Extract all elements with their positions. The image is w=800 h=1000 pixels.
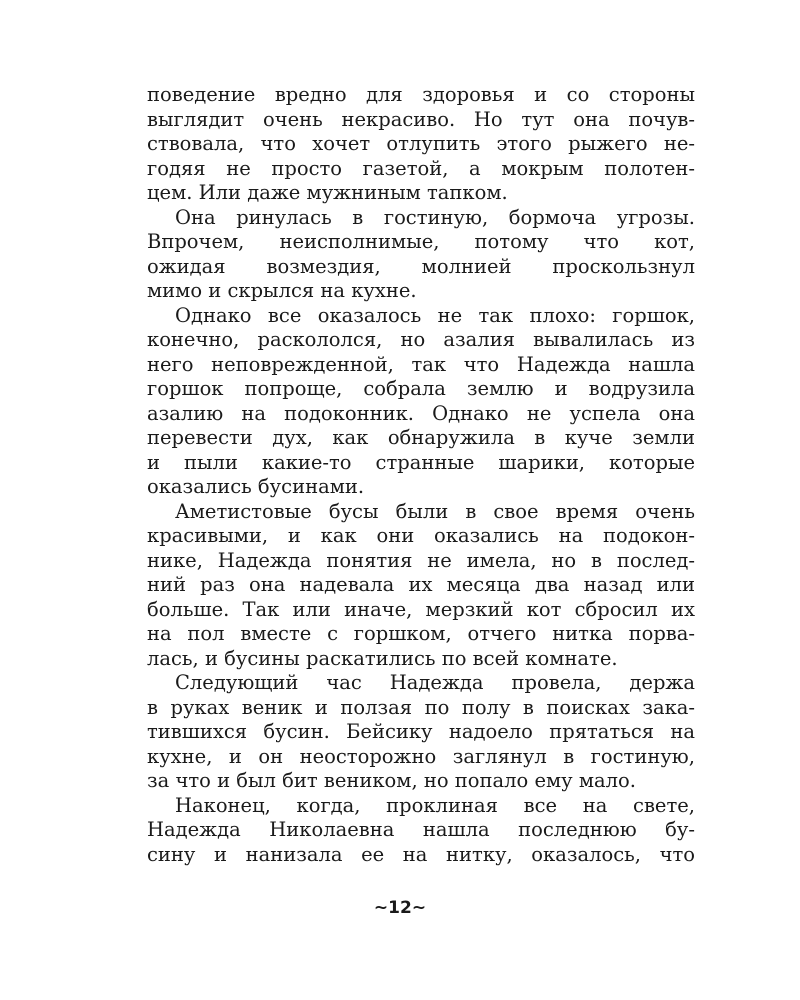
text-line: выглядит очень некрасиво. Но тут она почув- <box>147 107 695 131</box>
text-line: ожидая возмездия, молнией проскользнул <box>147 254 695 278</box>
text-line: и пыли какие-то странные шарики, которые <box>147 450 695 474</box>
text-line: Аметистовые бусы были в свое время очень <box>175 499 695 523</box>
text-line: Она ринулась в гостиную, бормоча угрозы. <box>175 205 695 229</box>
text-line: цем. Или даже мужниным тапком. <box>147 181 508 204</box>
page-text <box>147 83 695 867</box>
text-line: Наконец, когда, проклиная все на свете, <box>175 793 695 817</box>
text-line: мимо и скрылся на кухне. <box>147 279 417 302</box>
text-line: на пол вместе с горшком, отчего нитка порва- <box>147 622 695 645</box>
text-line: кухне, и он неосторожно заглянул в гостиную, <box>147 744 695 768</box>
text-line: конечно, раскололся, но азалия вывалилась из <box>147 328 695 351</box>
text-line: Впрочем, неисполнимые, потому что кот, <box>147 230 695 253</box>
text-line: азалию на подоконник. Однако не успела она <box>147 401 695 425</box>
text-line: ствовала, что хочет отлупить этого рыжего не- <box>147 132 695 155</box>
text-line: оказались бусинами. <box>147 475 365 498</box>
text-line: красивыми, и как они оказались на подокон- <box>147 524 695 547</box>
text-line: сину и нанизала ее на нитку, оказалось, что <box>147 842 695 866</box>
text-line: Однако все оказалось не так плохо: горшок, <box>175 303 695 327</box>
text-line: ний раз она надевала их месяца два назад или <box>147 573 695 596</box>
text-line: перевести дух, как обнаружила в куче земли <box>147 426 695 449</box>
text-line: годяя не просто газетой, а мокрым полотен- <box>147 156 695 180</box>
text-line: него неповрежденной, так что Надежда нашла <box>147 352 695 376</box>
page-number: ~12~ <box>373 898 427 918</box>
text-line: больше. Так или иначе, мерзкий кот сбросил их <box>147 597 695 621</box>
text-line: нике, Надежда понятия не имела, но в послед- <box>147 548 695 572</box>
text-line: в руках веник и ползая по полу в поисках зака- <box>147 695 695 719</box>
text-line: за что и был бит веником, но попало ему мало. <box>147 769 636 792</box>
text-line: горшок попроще, собрала землю и водрузила <box>147 377 695 400</box>
text-line: Надежда Николаевна нашла последнюю бу- <box>147 818 695 841</box>
text-line: лась, и бусины раскатились по всей комнате. <box>147 646 618 670</box>
text-line: Следующий час Надежда провела, держа <box>175 671 695 694</box>
text-line: тившихся бусин. Бейсику надоело прятаться на <box>147 720 695 743</box>
text-line: поведение вредно для здоровья и со стороны <box>147 83 695 106</box>
